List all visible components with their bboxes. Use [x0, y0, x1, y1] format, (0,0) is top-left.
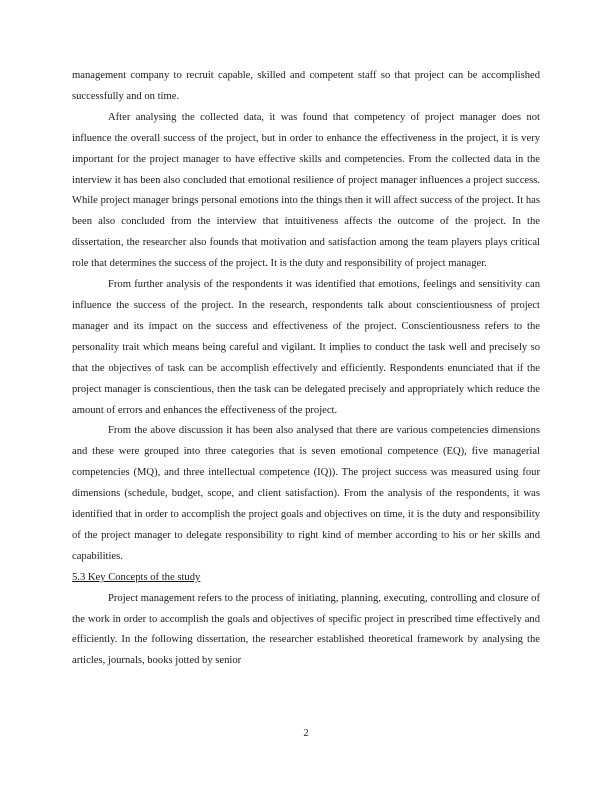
paragraph-continued: management company to recruit capable, skilled and competent staff so that project can be accomplished successfully and on time. — [72, 70, 540, 102]
section-heading: 5.3 Key Concepts of the study — [72, 571, 201, 583]
page-number: 2 — [303, 728, 309, 739]
paragraph-analysis-findings: After analysing the collected data, it was found that competency of project manager does not influence the overall success of the project, but in order to enhance the effectiveness in the project, it is very important for the project manager to have effective skills and competencies. From the collected data in the interview it has been also concluded that emotional resilience of project manager influences a project success. While project manager brings personal emotions into the things then it will affect success of the project. It has been also concluded from the interview that intuitiveness affects the outcome of the project. In the dissertation, the researcher also founds that motivation and satisfaction among the team players plays critical role that determines the success of the project. It is the duty and responsibility of project manager. — [72, 111, 540, 270]
paragraph-respondents-analysis: From further analysis of the respondents it was identified that emotions, feelings and sensitivity can influence the success of the project. In the research, respondents talk about conscientiousness of project manager and its impact on the success and effectiveness of the project. Conscientiousness refers to the personality trait which means being careful and vigilant. It implies to conduct the task well and precisely so that the objectives of task can be accomplish effectively and efficiently. Respondents enunciated that if the project manager is conscientious, then the task can be delegated precisely and appropriately which reduce the amount of errors and enhances the effectiveness of the project. — [72, 279, 540, 416]
paragraph-project-management: Project management refers to the process of initiating, planning, executing, controlling and closure of the work in order to accomplish the goals and objectives of specific project in prescribed time effectively and efficiently. In the following dissertation, the researcher established theoretical framework by analysing the articles, journals, books jotted by senior — [72, 592, 540, 667]
paragraph-competency-dimensions: From the above discussion it has been also analysed that there are various competencies dimensions and these were grouped into three categories that is seven emotional competence (EQ), five managerial competencies (MQ), and three intellectual competence (IQ)). The project success was measured using four dimensions (schedule, budget, scope, and client satisfaction). From the analysis of the respondents, it was identified that in order to accomplish the project goals and objectives on time, it is the duty and responsibility of the project manager to delegate responsibility to right kind of member according to his or her skills and capabilities. — [72, 425, 540, 562]
document-body — [72, 66, 540, 672]
